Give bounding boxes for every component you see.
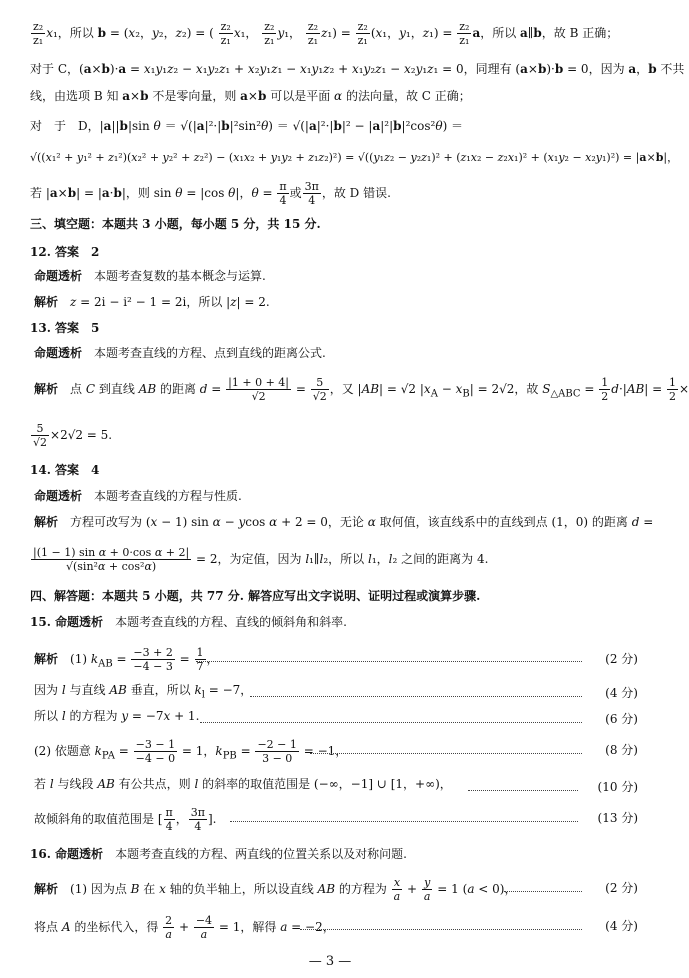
line-c-2: 线，由选项 B 知 a×b 不是零向量，则 a×b 可以是平面 α 的法向量，故 C 正确； (30, 89, 471, 103)
score-label: (2 分) (605, 652, 638, 666)
q15-step6: 故倾斜角的取值范围是 [ $\frac{\pi}{4}$ ， $\frac{3\pi}{4}$ ]. (34, 806, 217, 833)
score-label: (13 分) (597, 811, 638, 825)
dot-leader (250, 696, 582, 697)
score-label: (8 分) (605, 743, 638, 757)
line-c-1: 对于 C，(a×b)·a = x₁y₁z₂ − x₁y₂z₁ + x₂y₁z₁ − x₁y₁z₂ + x₁y₂z₁ − x₂y₁z₁ = 0，同理有 (a×b)·b = 0，因为 a，b 不共 (30, 62, 685, 76)
score-label: (4 分) (605, 686, 638, 700)
score-label: (10 分) (597, 780, 638, 794)
q13-answer: 13. 答案 5 (30, 321, 100, 335)
line-b-parallel: $\frac{\text{z₂}}{\text{z₁}}$ x₁，所以 b = (x₂，y₂，z₂) = ( $\frac{\text{z₂}}{\text{z₁}}$ x₁， $\frac{\text{z₂}}{\text{z₁}}$ y₁， $\frac{\text{z₂}}{\text{z₁}}$ z₁) = $\frac{\text{z₂}}{\text{z₁}}$ (x₁，y₁，z₁) = $\frac{\text{z₂}}{\text{z₁}}$ a，所以 a∥b，故 B 正确； (33, 20, 619, 47)
page-number: — 3 — (308, 954, 352, 969)
q15-step5: 若 l 与线段 AB 有公共点，则 l 的斜率的取值范围是 (−∞，−1] ∪ [1，+∞)， (34, 777, 452, 791)
q12-solution: 解析 z = 2i − i² − 1 = 2i，所以 |z| = 2. (34, 295, 270, 309)
q13-solution-cont: $\frac{5}{√2}$ ×2√2 = 5. (33, 422, 113, 449)
dot-leader (300, 929, 582, 930)
q14-solution: 解析 方程可改写为 (x − 1) sin α − ycos α + 2 = 0，无论 α 取何值，该直线系中的直线到点 (1，0) 的距离 d = (34, 515, 654, 529)
score-label: (6 分) (605, 712, 638, 726)
dot-leader (200, 722, 582, 723)
q15-step4: (2) 依题意 $k_{PA}$ = $\frac{-3 - 1}{-4 - 0}$ = 1，$k_{PB}$ = $\frac{-2 - 1}{3 - 0}$ = −1， (34, 738, 348, 765)
dot-leader (196, 661, 582, 662)
q16-analysis: 16. 命题透析 本题考查直线的方程、两直线的位置关系以及对称问题. (30, 847, 407, 861)
q16-step1: 解析 (1) 因为点 B 在 x 轴的负半轴上，所以设直线 AB 的方程为 $\frac{x}{a}$ + $\frac{y}{a}$ = 1 (a < 0)， (34, 876, 517, 903)
line-d-1: 对 于 D，|a||b|sin θ ＝ √(|a|²·|b|²sin²θ) ＝ √(|a|²·|b|² − |a|²|b|²cos²θ) ＝ (30, 119, 464, 133)
q12-answer: 12. 答案 2 (30, 245, 100, 259)
dot-leader (504, 891, 582, 892)
q12-analysis: 命题透析 本题考查复数的基本概念与运算. (34, 269, 266, 283)
section-fill-blank: 三、填空题：本题共 3 小题，每小题 5 分，共 15 分. (30, 217, 321, 231)
score-label: (4 分) (605, 919, 638, 933)
q13-solution: 解析 点 C 到直线 AB 的距离 d = $\frac{|1 + 0 + 4|}{√2}$ = $\frac{5}{√2}$ ，又 |AB| = √2 $|x_A - x_B| = 2√2$，故 $S_{\triangle ABC}$ = $\frac{1}{2}$ d·|AB| = $\frac{1}{2}$ × (34, 376, 689, 403)
q15-step2: 因为 l 与直线 AB 垂直，所以 $k_l = -7$， (34, 683, 253, 701)
q14-analysis: 命题透析 本题考查直线的方程与性质. (34, 489, 242, 503)
score-label: (2 分) (605, 881, 638, 895)
dot-leader (230, 821, 578, 822)
q13-analysis: 命题透析 本题考查直线的方程、点到直线的距离公式. (34, 346, 326, 360)
section-solve: 四、解答题：本题共 5 小题，共 77 分. 解答应写出文字说明、证明过程或演算步骤. (30, 589, 481, 603)
q15-analysis: 15. 命题透析 本题考查直线的方程、直线的倾斜角和斜率. (30, 615, 347, 629)
line-d-3: 若 |a×b| = |a·b|，则 sin θ = |cos θ|，θ = $\frac{\pi}{4}$ 或 $\frac{3\pi}{4}$ ，故 D 错误. (30, 180, 391, 207)
line-d-2: √((x₁² + y₁² + z₁²)(x₂² + y₂² + z₂²) − (x₁x₂ + y₁y₂ + z₁z₂)²) = √((y₁z₂ − y₂z₁)² + (z₁x₂ − z₂x₁)² + (x₁y₂ − x₂y₁)²) = |a×b|， (30, 151, 679, 164)
q15-step1: 解析 (1) $k_{AB}$ = $\frac{-3 + 2}{-4 - 3}$ = $\frac{1}{7}$ ， (34, 646, 219, 673)
dot-leader (310, 753, 582, 754)
q16-step2: 将点 A 的坐标代入，得 $\frac{2}{a}$ + $\frac{-4}{a}$ = 1，解得 a = −2， (34, 914, 335, 941)
q15-step3: 所以 l 的方程为 y = −7x + 1. (34, 709, 200, 723)
q14-solution-cont: $\frac{\text{|(1 − 1) sin α + 0·cos α + 2|}}{\text{√(sin²α + cos²α)}}$ = 2，为定值，因为 l₁∥l₂，所以 l₁，l₂ 之间的距离为 4. (33, 546, 489, 573)
dot-leader (468, 790, 578, 791)
q14-answer: 14. 答案 4 (30, 463, 100, 477)
